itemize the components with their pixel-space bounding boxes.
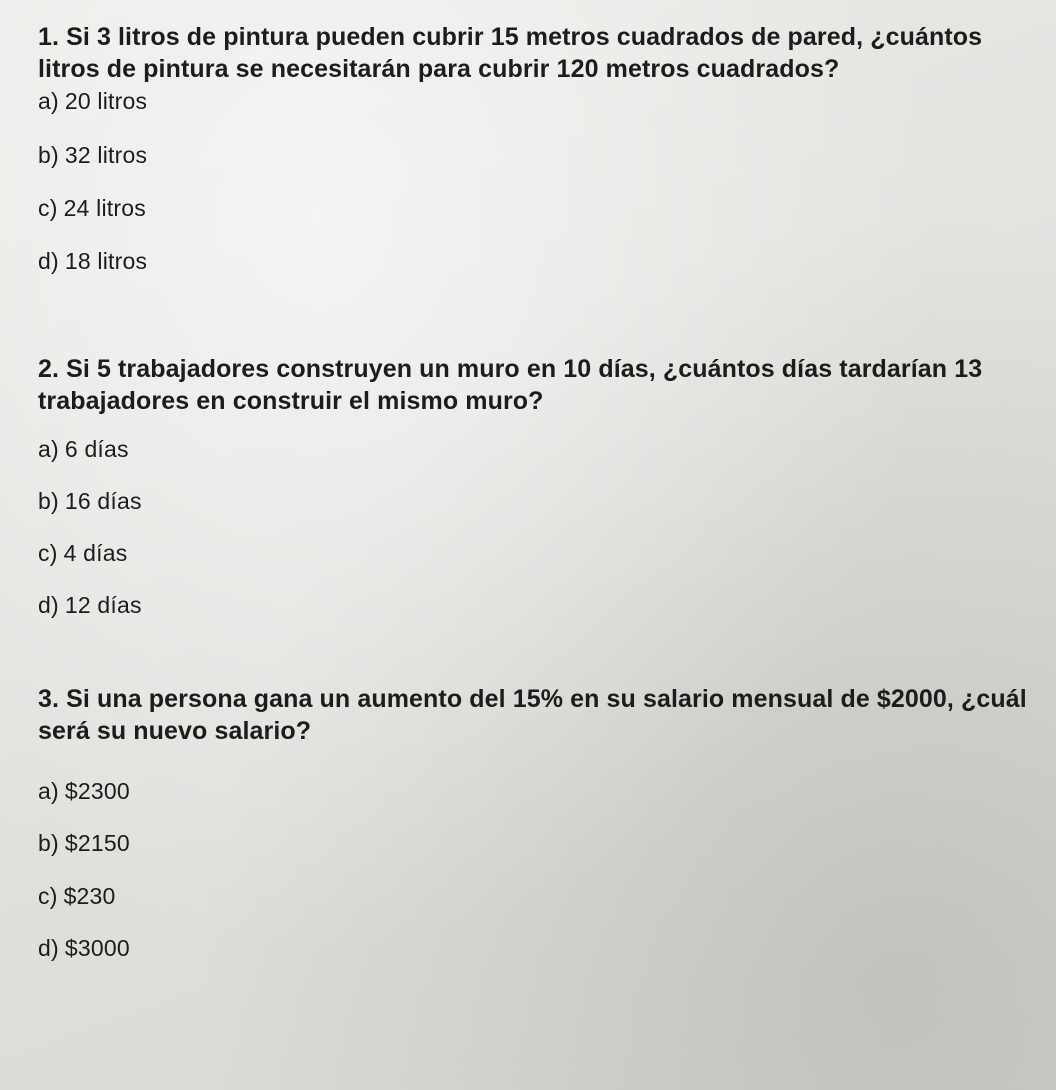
option-letter: c) — [38, 883, 58, 909]
option-letter: d) — [38, 935, 59, 961]
question-3-option-c — [38, 883, 116, 910]
option-letter: a) — [38, 778, 59, 804]
question-1-option-b — [38, 142, 147, 169]
question-2-option-d — [38, 592, 142, 619]
option-text: $3000 — [64, 935, 130, 961]
question-3 — [38, 684, 1048, 961]
option-text: $230 — [63, 883, 116, 909]
question-3-text: 3. Si una persona gana un aumento del 15% en su salario mensual de $2000, ¿cuál será su nuevo salario? — [38, 685, 1027, 745]
option-letter: c) — [38, 540, 58, 566]
option-text: 6 días — [64, 436, 129, 462]
option-text: 12 días — [64, 592, 142, 618]
question-2-option-c — [38, 540, 127, 567]
question-1-option-d — [38, 248, 147, 275]
option-letter: d) — [38, 592, 59, 618]
option-text: 18 litros — [64, 248, 148, 274]
option-letter: c) — [38, 195, 58, 221]
question-2-text: 2. Si 5 trabajadores construyen un muro en 10 días, ¿cuántos días tardarían 13 trabajadores en construir el mismo muro? — [38, 355, 983, 415]
question-1 — [38, 22, 1048, 274]
option-letter: b) — [38, 488, 59, 514]
question-2-option-a — [38, 436, 129, 463]
option-letter: d) — [38, 248, 59, 274]
option-text: $2150 — [64, 830, 130, 856]
option-text: 32 litros — [64, 142, 148, 168]
question-2 — [38, 354, 1048, 618]
question-2-option-b — [38, 488, 142, 515]
question-1-option-a — [38, 88, 147, 115]
question-3-option-a — [38, 778, 130, 805]
option-letter: a) — [38, 88, 59, 114]
question-1-option-c — [38, 195, 146, 222]
option-letter: a) — [38, 436, 59, 462]
option-text: 20 litros — [64, 88, 148, 114]
question-3-option-b — [38, 830, 130, 857]
option-text: 24 litros — [63, 195, 146, 221]
question-1-text: 1. Si 3 litros de pintura pueden cubrir 15 metros cuadrados de pared, ¿cuántos litros de pintura se necesitarán para cubrir 120 metros cuadrados? — [38, 23, 983, 83]
option-text: 4 días — [63, 540, 128, 566]
option-text: 16 días — [64, 488, 142, 514]
option-letter: b) — [38, 142, 59, 168]
question-3-option-d — [38, 935, 130, 962]
option-letter: b) — [38, 830, 59, 856]
option-text: $2300 — [64, 778, 130, 804]
